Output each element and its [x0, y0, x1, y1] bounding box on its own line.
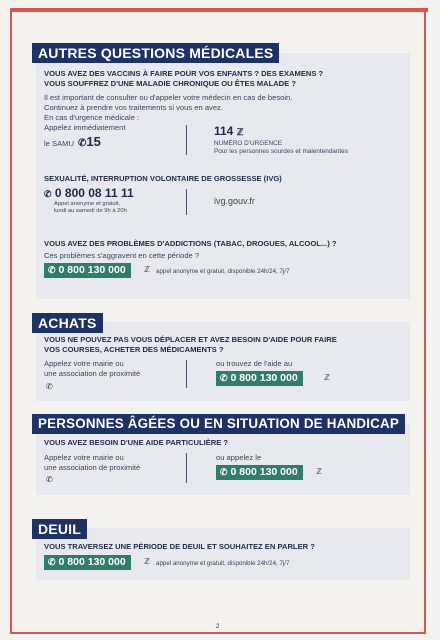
section-title-seniors: PERSONNES ÂGÉES OU EN SITUATION DE HANDICAP: [32, 414, 405, 434]
phone-icon: ✆: [46, 382, 53, 391]
deuil-note: appel anonyme et gratuit, disponible 24h/24, 7j/7: [156, 560, 290, 567]
seniors-phone-button[interactable]: [216, 465, 303, 480]
achats-question-2: VOS COURSES, ACHETER DES MÉDICAMENTS ?: [44, 345, 224, 354]
question-chronic: VOUS SOUFFREZ D'UNE MALADIE CHRONIQUE OU ÊTES MALADE ?: [44, 79, 296, 88]
section-title-deuil: DEUIL: [32, 519, 87, 539]
deaf-ear-icon: ℤ: [316, 467, 322, 476]
achats-phone-value: 0 800 130 000: [230, 372, 298, 384]
divider: [186, 453, 187, 483]
samu-number-value: 15: [86, 134, 101, 149]
deuil-question: VOUS TRAVERSEZ UNE PÉRIODE DE DEUIL ET SOUHAITEZ EN PARLER ?: [44, 542, 315, 551]
seniors-phone-value: 0 800 130 000: [230, 466, 298, 478]
deuil-phone-value: 0 800 130 000: [58, 556, 126, 568]
ivg-title: SEXUALITÉ, INTERRUPTION VOLONTAIRE DE GROSSESSE (IVG): [44, 174, 282, 183]
urgency-desc: Pour les personnes sourdes et malentendantes: [214, 148, 348, 155]
divider: [186, 360, 187, 388]
page-number: 2: [216, 624, 220, 630]
addiction-text: Ces problèmes s'aggravent en cette période ?: [44, 251, 200, 260]
addiction-phone-value: 0 800 130 000: [58, 264, 126, 276]
addiction-phone-button[interactable]: [44, 263, 131, 278]
ivg-note-2: lundi au samedi de 9h à 20h: [54, 208, 127, 214]
achats-left-1: Appelez votre mairie ou: [44, 359, 124, 368]
ivg-phone[interactable]: [44, 186, 134, 200]
achats-phone-button[interactable]: [216, 371, 303, 386]
phone-icon: ✆: [48, 265, 56, 275]
text-consult: Il est important de consulter ou d'appeler votre médecin en cas de besoin.: [44, 93, 293, 102]
phone-icon: ✆: [46, 475, 53, 484]
phone-icon: ✆: [78, 138, 87, 149]
seniors-question: VOUS AVEZ BESOIN D'UNE AIDE PARTICULIÈRE ?: [44, 438, 229, 447]
addiction-note: appel anonyme et gratuit, disponible 24h/24, 7j/7: [156, 268, 290, 275]
deaf-ear-icon: ℤ: [144, 557, 150, 566]
deaf-ear-icon: ℤ: [236, 127, 244, 137]
ivg-phone-value: 0 800 08 11 11: [54, 186, 134, 200]
achats-left-2: une association de proximité: [44, 369, 141, 378]
phone-icon: ✆: [48, 557, 56, 567]
divider: [186, 189, 187, 215]
deaf-ear-icon: ℤ: [324, 373, 330, 382]
text-emergency: En cas d'urgence médicale :: [44, 113, 140, 122]
phone-icon: ✆: [44, 189, 52, 199]
seniors-left-2: une association de proximité: [44, 463, 141, 472]
deaf-ear-icon: ℤ: [144, 265, 150, 274]
samu-number[interactable]: [78, 134, 101, 149]
phone-icon: ✆: [220, 373, 228, 383]
ivg-note-1: Appel anonyme et gratuit,: [54, 201, 121, 207]
section-title-medical: AUTRES QUESTIONS MÉDICALES: [32, 43, 279, 63]
urgency-number[interactable]: [214, 124, 243, 138]
question-vaccines: VOUS AVEZ DES VACCINS À FAIRE POUR VOS ENFANTS ? DES EXAMENS ?: [44, 69, 324, 78]
ivg-website-link[interactable]: ivg.gouv.fr: [214, 196, 255, 206]
urgency-label: NUMÉRO D'URGENCE: [214, 140, 282, 147]
section-title-achats: ACHATS: [32, 313, 103, 333]
divider: [186, 125, 187, 155]
achats-question-1: VOUS NE POUVEZ PAS VOUS DÉPLACER ET AVEZ BESOIN D'AIDE POUR FAIRE: [44, 335, 337, 344]
achats-right-1: ou trouvez de l'aide au: [216, 359, 293, 368]
addiction-question: VOUS AVEZ DES PROBLÈMES D'ADDICTIONS (TABAC, DROGUES, ALCOOL...) ?: [44, 239, 337, 248]
deuil-phone-button[interactable]: [44, 555, 131, 570]
text-call-now: Appelez immédiatement: [44, 123, 126, 132]
urgency-number-value: 114: [214, 124, 234, 138]
section-achats: [36, 315, 410, 401]
section-deuil: [36, 521, 410, 580]
seniors-left-1: Appelez votre mairie ou: [44, 453, 124, 462]
seniors-right-1: ou appelez le: [216, 453, 262, 462]
section-medical: [36, 45, 410, 299]
text-treatments: Continuez à prendre vos traitements si vous en avez.: [44, 103, 223, 112]
text-samu: le SAMU: [44, 139, 74, 148]
phone-icon: ✆: [220, 467, 228, 477]
section-seniors: [36, 416, 410, 495]
